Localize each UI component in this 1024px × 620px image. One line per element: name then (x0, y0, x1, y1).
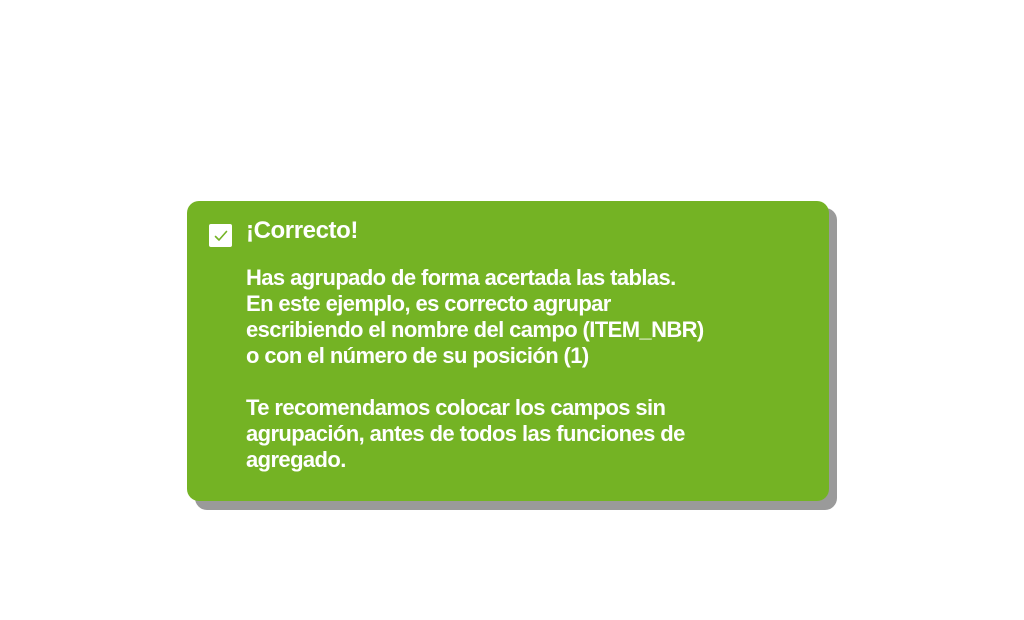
checkbox-checked-icon (209, 224, 232, 247)
feedback-card (187, 201, 829, 501)
paragraph-spacer (246, 369, 806, 395)
message-line: Has agrupado de forma acertada las tablas. (246, 265, 676, 290)
feedback-title: ¡Correcto! (246, 217, 359, 244)
message-line: agrupación, antes de todos las funciones de (246, 421, 685, 446)
feedback-message (246, 265, 806, 473)
message-line: o con el número de su posición (1) (246, 343, 589, 368)
message-line: En este ejemplo, es correcto agrupar (246, 291, 611, 316)
message-line: agregado. (246, 447, 346, 472)
message-line: escribiendo el nombre del campo (ITEM_NBR) (246, 317, 704, 342)
message-line: Te recomendamos colocar los campos sin (246, 395, 666, 420)
